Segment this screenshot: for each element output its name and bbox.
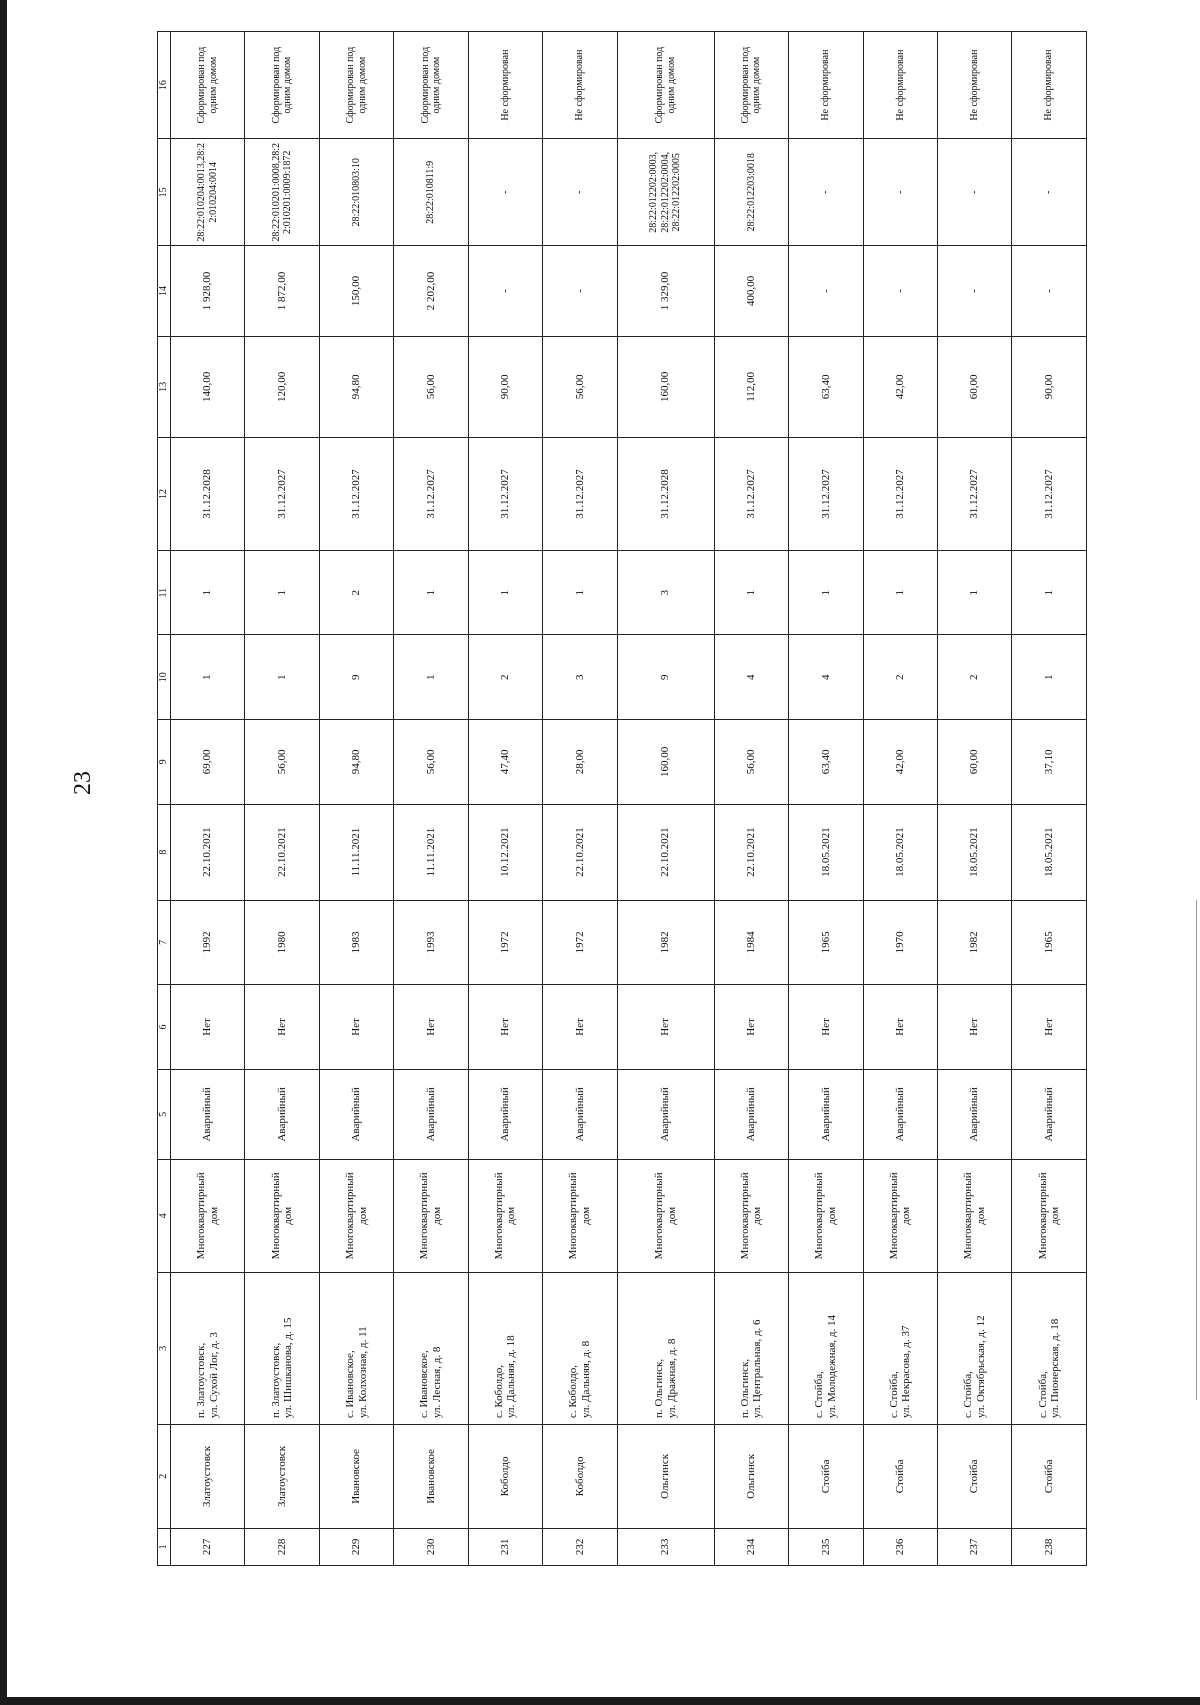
date-cell: 11.11.2021 — [319, 804, 393, 900]
column-11-cell: 1 — [394, 550, 468, 635]
date-cell: 18.05.2021 — [938, 804, 1012, 900]
column-14-cell: 1 928,00 — [171, 246, 245, 336]
cadastral-cell: 28:22:010803:10 — [319, 139, 393, 246]
condition-cell: Аварийный — [863, 1069, 937, 1159]
deadline-cell: 31.12.2028 — [171, 438, 245, 551]
address-locality: п. Златоустовск, — [269, 1342, 282, 1419]
settlement-cell: Ольгинск — [617, 1425, 714, 1529]
date-cell: 18.05.2021 — [1012, 804, 1087, 900]
year-cell: 1970 — [863, 900, 937, 985]
area-cell: 37,10 — [1012, 720, 1087, 805]
table-row — [394, 32, 468, 1566]
cadastral-cell: - — [1012, 139, 1087, 246]
table-row — [468, 32, 542, 1566]
table-row — [863, 32, 937, 1566]
settlement-cell: Ивановское — [394, 1425, 468, 1529]
row-number-cell: 235 — [789, 1528, 863, 1565]
date-cell: 22.10.2021 — [245, 804, 319, 900]
column-11-cell: 1 — [863, 550, 937, 635]
condition-cell: Аварийный — [1012, 1069, 1087, 1159]
year-cell: 1972 — [468, 900, 542, 985]
area-cell: 94,80 — [319, 720, 393, 805]
cadastral-cell: 28:22:010811:9 — [394, 139, 468, 246]
house-type-cell: Многоквартирный дом — [938, 1159, 1012, 1272]
column-number-cell: 5 — [158, 1069, 171, 1159]
column-10-cell: 2 — [938, 635, 1012, 720]
year-cell: 1982 — [938, 900, 1012, 985]
housing-register-table — [157, 31, 1087, 1566]
column-number-row — [158, 32, 171, 1566]
column-14-cell: 400,00 — [714, 246, 788, 336]
address-street: ул. Сухой Лог, д. 3 — [207, 1332, 220, 1419]
column-number-cell: 1 — [158, 1528, 171, 1565]
scan-edge-left — [0, 0, 7, 1705]
column-number-cell: 6 — [158, 985, 171, 1070]
column-13-cell: 56,00 — [543, 336, 617, 438]
house-type-cell: Многоквартирный дом — [714, 1159, 788, 1272]
address-cell — [714, 1272, 788, 1424]
column-11-cell: 1 — [1012, 550, 1087, 635]
condition-cell: Аварийный — [938, 1069, 1012, 1159]
cadastral-cell: - — [789, 139, 863, 246]
column-10-cell: 4 — [714, 635, 788, 720]
column-14-cell: - — [789, 246, 863, 336]
house-type-cell: Многоквартирный дом — [863, 1159, 937, 1272]
area-cell: 69,00 — [171, 720, 245, 805]
flag-cell: Нет — [245, 985, 319, 1070]
column-number-cell: 10 — [158, 635, 171, 720]
column-number-cell: 16 — [158, 32, 171, 139]
year-cell: 1965 — [789, 900, 863, 985]
address-cell — [171, 1272, 245, 1424]
year-cell: 1992 — [171, 900, 245, 985]
address-cell — [1012, 1272, 1087, 1424]
scan-edge-bottom — [0, 1697, 1200, 1705]
table-row — [617, 32, 714, 1566]
condition-cell: Аварийный — [319, 1069, 393, 1159]
column-13-cell: 90,00 — [468, 336, 542, 438]
column-13-cell: 42,00 — [863, 336, 937, 438]
condition-cell: Аварийный — [171, 1069, 245, 1159]
column-14-cell: - — [938, 246, 1012, 336]
land-status-cell: Не сформирован — [863, 32, 937, 139]
column-14-cell: 2 202,00 — [394, 246, 468, 336]
house-type-cell: Многоквартирный дом — [394, 1159, 468, 1272]
column-10-cell: 1 — [171, 635, 245, 720]
column-14-cell: 1 872,00 — [245, 246, 319, 336]
flag-cell: Нет — [543, 985, 617, 1070]
house-type-cell: Многоквартирный дом — [468, 1159, 542, 1272]
table-row — [1012, 32, 1087, 1566]
column-14-cell: 150,00 — [319, 246, 393, 336]
column-10-cell: 2 — [863, 635, 937, 720]
column-10-cell: 1 — [245, 635, 319, 720]
area-cell: 47,40 — [468, 720, 542, 805]
area-cell: 56,00 — [714, 720, 788, 805]
settlement-cell: Ольгинск — [714, 1425, 788, 1529]
year-cell: 1993 — [394, 900, 468, 985]
house-type-cell: Многоквартирный дом — [1012, 1159, 1087, 1272]
address-cell — [468, 1272, 542, 1424]
cadastral-cell: 28:22:012203:0018 — [714, 139, 788, 246]
address-locality: п. Ольгинск, — [653, 1358, 666, 1419]
settlement-cell: Коболдо — [543, 1425, 617, 1529]
date-cell: 11.11.2021 — [394, 804, 468, 900]
column-13-cell: 90,00 — [1012, 336, 1087, 438]
address-street: ул. Дражная, д. 8 — [665, 1338, 678, 1419]
house-type-cell: Многоквартирный дом — [319, 1159, 393, 1272]
address-locality: с. Коболдо, — [567, 1365, 580, 1419]
deadline-cell: 31.12.2027 — [714, 438, 788, 551]
column-11-cell: 1 — [543, 550, 617, 635]
table-row — [789, 32, 863, 1566]
address-street: ул. Шишканова, д. 15 — [282, 1317, 295, 1419]
land-status-cell: Не сформирован — [938, 32, 1012, 139]
deadline-cell: 31.12.2028 — [617, 438, 714, 551]
house-type-cell: Многоквартирный дом — [617, 1159, 714, 1272]
flag-cell: Нет — [863, 985, 937, 1070]
settlement-cell: Стойба — [938, 1425, 1012, 1529]
cadastral-cell: - — [938, 139, 1012, 246]
area-cell: 160,00 — [617, 720, 714, 805]
column-11-cell: 1 — [789, 550, 863, 635]
column-number-cell: 14 — [158, 246, 171, 336]
column-11-cell: 1 — [714, 550, 788, 635]
flag-cell: Нет — [1012, 985, 1087, 1070]
year-cell: 1983 — [319, 900, 393, 985]
column-number-cell: 15 — [158, 139, 171, 246]
column-11-cell: 2 — [319, 550, 393, 635]
date-cell: 22.10.2021 — [171, 804, 245, 900]
column-number-cell: 13 — [158, 336, 171, 438]
cadastral-cell: - — [468, 139, 542, 246]
row-number-cell: 233 — [617, 1528, 714, 1565]
address-locality: п. Златоустовск, — [195, 1342, 208, 1419]
row-number-cell: 230 — [394, 1528, 468, 1565]
deadline-cell: 31.12.2027 — [789, 438, 863, 551]
row-number-cell: 232 — [543, 1528, 617, 1565]
flag-cell: Нет — [171, 985, 245, 1070]
deadline-cell: 31.12.2027 — [863, 438, 937, 551]
deadline-cell: 31.12.2027 — [394, 438, 468, 551]
address-street: ул. Пионерская, д. 18 — [1049, 1318, 1062, 1419]
column-11-cell: 3 — [617, 550, 714, 635]
table-row — [543, 32, 617, 1566]
column-10-cell: 9 — [319, 635, 393, 720]
year-cell: 1984 — [714, 900, 788, 985]
column-13-cell: 60,00 — [938, 336, 1012, 438]
year-cell: 1982 — [617, 900, 714, 985]
column-10-cell: 3 — [543, 635, 617, 720]
condition-cell: Аварийный — [789, 1069, 863, 1159]
column-11-cell: 1 — [171, 550, 245, 635]
column-14-cell: - — [543, 246, 617, 336]
column-13-cell: 112,00 — [714, 336, 788, 438]
address-cell — [543, 1272, 617, 1424]
land-status-cell: Сформирован под одним домом — [171, 32, 245, 139]
address-locality: с. Стойба, — [1036, 1371, 1049, 1419]
row-number-cell: 234 — [714, 1528, 788, 1565]
column-13-cell: 120,00 — [245, 336, 319, 438]
column-number-cell: 12 — [158, 438, 171, 551]
settlement-cell: Златоустовск — [171, 1425, 245, 1529]
row-number-cell: 229 — [319, 1528, 393, 1565]
row-number-cell: 228 — [245, 1528, 319, 1565]
deadline-cell: 31.12.2027 — [543, 438, 617, 551]
column-number-cell: 11 — [158, 550, 171, 635]
date-cell: 22.10.2021 — [714, 804, 788, 900]
column-number-cell: 8 — [158, 804, 171, 900]
row-number-cell: 237 — [938, 1528, 1012, 1565]
flag-cell: Нет — [468, 985, 542, 1070]
column-14-cell: - — [468, 246, 542, 336]
column-10-cell: 4 — [789, 635, 863, 720]
condition-cell: Аварийный — [617, 1069, 714, 1159]
address-cell — [789, 1272, 863, 1424]
year-cell: 1980 — [245, 900, 319, 985]
address-locality: с. Стойба, — [887, 1371, 900, 1419]
date-cell: 22.10.2021 — [543, 804, 617, 900]
year-cell: 1972 — [543, 900, 617, 985]
column-11-cell: 1 — [468, 550, 542, 635]
flag-cell: Нет — [789, 985, 863, 1070]
year-cell: 1965 — [1012, 900, 1087, 985]
date-cell: 18.05.2021 — [863, 804, 937, 900]
column-14-cell: 1 329,00 — [617, 246, 714, 336]
column-13-cell: 160,00 — [617, 336, 714, 438]
column-13-cell: 94,80 — [319, 336, 393, 438]
flag-cell: Нет — [714, 985, 788, 1070]
condition-cell: Аварийный — [394, 1069, 468, 1159]
deadline-cell: 31.12.2027 — [319, 438, 393, 551]
deadline-cell: 31.12.2027 — [1012, 438, 1087, 551]
address-street: ул. Октябрьская, д. 12 — [974, 1315, 987, 1419]
land-status-cell: Не сформирован — [789, 32, 863, 139]
settlement-cell: Златоустовск — [245, 1425, 319, 1529]
settlement-cell: Ивановское — [319, 1425, 393, 1529]
column-number-cell: 2 — [158, 1425, 171, 1529]
table-row — [714, 32, 788, 1566]
condition-cell: Аварийный — [714, 1069, 788, 1159]
row-number-cell: 238 — [1012, 1528, 1087, 1565]
address-street: ул. Некрасова, д. 37 — [900, 1325, 913, 1419]
address-street: ул. Дальняя, д. 8 — [579, 1340, 592, 1419]
condition-cell: Аварийный — [468, 1069, 542, 1159]
column-13-cell: 56,00 — [394, 336, 468, 438]
cadastral-cell: 28:22:010204:0013,28:22:010204:0014 — [171, 139, 245, 246]
column-11-cell: 1 — [938, 550, 1012, 635]
address-cell — [863, 1272, 937, 1424]
house-type-cell: Многоквартирный дом — [789, 1159, 863, 1272]
scan-edge-right — [1196, 900, 1197, 1400]
rotated-table-container — [157, 31, 1087, 1566]
column-10-cell: 1 — [394, 635, 468, 720]
land-status-cell: Не сформирован — [1012, 32, 1087, 139]
area-cell: 56,00 — [394, 720, 468, 805]
column-number-cell: 4 — [158, 1159, 171, 1272]
condition-cell: Аварийный — [543, 1069, 617, 1159]
column-14-cell: - — [1012, 246, 1087, 336]
flag-cell: Нет — [394, 985, 468, 1070]
deadline-cell: 31.12.2027 — [938, 438, 1012, 551]
cadastral-cell: - — [863, 139, 937, 246]
area-cell: 28,00 — [543, 720, 617, 805]
land-status-cell: Сформирован под одним домом — [394, 32, 468, 139]
deadline-cell: 31.12.2027 — [468, 438, 542, 551]
address-locality: с. Стойба, — [962, 1371, 975, 1419]
condition-cell: Аварийный — [245, 1069, 319, 1159]
column-14-cell: - — [863, 246, 937, 336]
address-street: ул. Центральная, д. 6 — [751, 1319, 764, 1419]
area-cell: 60,00 — [938, 720, 1012, 805]
column-number-cell: 7 — [158, 900, 171, 985]
settlement-cell: Коболдо — [468, 1425, 542, 1529]
address-locality: п. Ольгинск, — [738, 1358, 751, 1419]
address-cell — [394, 1272, 468, 1424]
land-status-cell: Сформирован под одним домом — [617, 32, 714, 139]
land-status-cell: Не сформирован — [468, 32, 542, 139]
deadline-cell: 31.12.2027 — [245, 438, 319, 551]
column-11-cell: 1 — [245, 550, 319, 635]
row-number-cell: 231 — [468, 1528, 542, 1565]
land-status-cell: Не сформирован — [543, 32, 617, 139]
cadastral-cell: 28:22:012202:0003, 28:22:012202:0004, 28:22:012202:0005 — [617, 139, 714, 246]
column-13-cell: 63,40 — [789, 336, 863, 438]
flag-cell: Нет — [617, 985, 714, 1070]
land-status-cell: Сформирован под одним домом — [319, 32, 393, 139]
address-street: ул. Молодежная, д. 14 — [825, 1314, 838, 1419]
column-10-cell: 9 — [617, 635, 714, 720]
house-type-cell: Многоквартирный дом — [543, 1159, 617, 1272]
land-status-cell: Сформирован под одним домом — [245, 32, 319, 139]
house-type-cell: Многоквартирный дом — [245, 1159, 319, 1272]
flag-cell: Нет — [319, 985, 393, 1070]
settlement-cell: Стойба — [863, 1425, 937, 1529]
address-locality: с. Коболдо, — [492, 1365, 505, 1419]
address-street: ул. Колхозная, д. 11 — [356, 1326, 369, 1419]
address-locality: с. Ивановское, — [343, 1350, 356, 1419]
address-cell — [319, 1272, 393, 1424]
date-cell: 18.05.2021 — [789, 804, 863, 900]
settlement-cell: Стойба — [789, 1425, 863, 1529]
table-row — [938, 32, 1012, 1566]
address-street: ул. Дальняя, д. 18 — [505, 1335, 518, 1419]
column-13-cell: 140,00 — [171, 336, 245, 438]
table-row — [171, 32, 245, 1566]
row-number-cell: 236 — [863, 1528, 937, 1565]
table-row — [319, 32, 393, 1566]
date-cell: 10.12.2021 — [468, 804, 542, 900]
row-number-cell: 227 — [171, 1528, 245, 1565]
address-locality: с. Стойба, — [813, 1371, 826, 1419]
area-cell: 56,00 — [245, 720, 319, 805]
cadastral-cell: 28:22:010201:0008,28:22:010201:0009:1872 — [245, 139, 319, 246]
flag-cell: Нет — [938, 985, 1012, 1070]
column-10-cell: 1 — [1012, 635, 1087, 720]
address-cell — [938, 1272, 1012, 1424]
address-cell — [245, 1272, 319, 1424]
house-type-cell: Многоквартирный дом — [171, 1159, 245, 1272]
address-cell — [617, 1272, 714, 1424]
date-cell: 22.10.2021 — [617, 804, 714, 900]
page-number: 23 — [70, 771, 96, 795]
land-status-cell: Сформирован под одним домом — [714, 32, 788, 139]
area-cell: 63,40 — [789, 720, 863, 805]
address-street: ул. Лесная, д. 8 — [431, 1346, 444, 1419]
cadastral-cell: - — [543, 139, 617, 246]
column-number-cell: 3 — [158, 1272, 171, 1424]
column-number-cell: 9 — [158, 720, 171, 805]
column-10-cell: 2 — [468, 635, 542, 720]
area-cell: 42,00 — [863, 720, 937, 805]
address-locality: с. Ивановское, — [418, 1350, 431, 1419]
table-row — [245, 32, 319, 1566]
settlement-cell: Стойба — [1012, 1425, 1087, 1529]
